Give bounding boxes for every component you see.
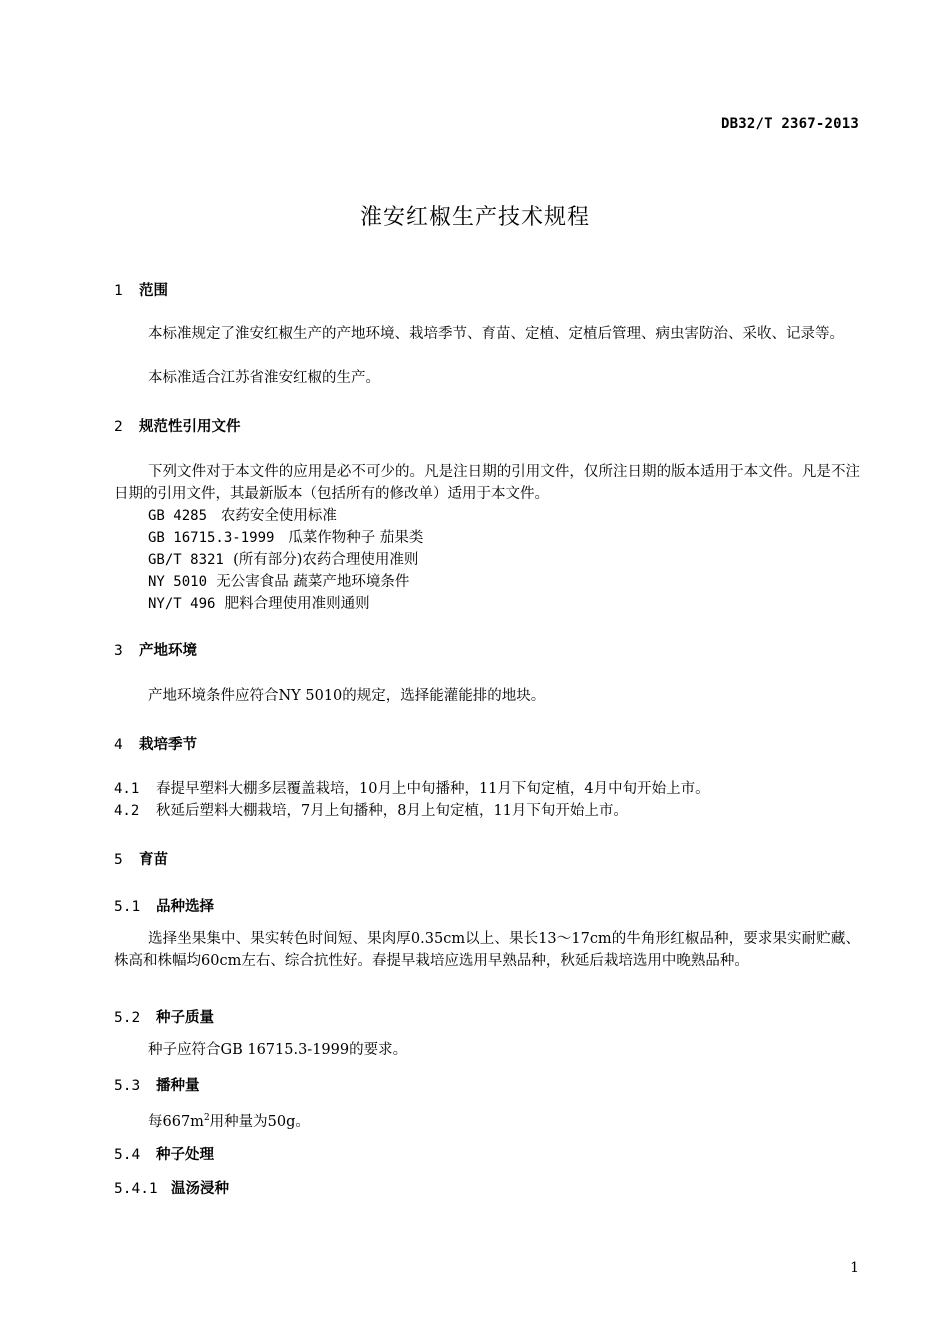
section-2-paragraph-1: 下列文件对于本文件的应用是必不可少的。凡是注日期的引用文件，仅所注日期的版本适用于本文件。凡是不注日期的引用文件，其最新版本（包括所有的修改单）适用于本文件。 <box>114 464 860 502</box>
reference-code: GB 4285 <box>148 508 208 524</box>
section-number: 2 <box>114 419 123 435</box>
reference-item <box>148 549 418 571</box>
seed-amount-text-a: 每667m <box>148 1113 204 1130</box>
section-title: 产地环境 <box>139 643 197 659</box>
reference-item <box>148 527 423 549</box>
subsection-5-1-paragraph: 选择坐果集中、果实转色时间短、果肉厚0.35cm以上、果长13～17cm的牛角形红椒品种，要求果实耐贮藏、株高和株幅均60cm左右、综合抗性好。春提早栽培应选用早熟品种，秋延后栽培选用中晚熟品种。 <box>114 931 860 969</box>
section-title: 规范性引用文件 <box>139 419 241 435</box>
subsection-5-4-1-heading <box>114 1177 229 1198</box>
reference-code: GB/T 8321 <box>148 552 224 568</box>
reference-name: (所有部分)农药合理使用准则 <box>233 552 419 568</box>
clause-4-2 <box>114 800 860 822</box>
section-2-heading <box>114 415 241 436</box>
clause-text: 春提早塑料大棚多层覆盖栽培，10月上中旬播种，11月下旬定植，4月中旬开始上市。 <box>156 781 710 797</box>
section-5-heading <box>114 848 168 869</box>
subsection-title: 品种选择 <box>156 899 214 915</box>
seed-amount-text-b: 用种量为50g。 <box>209 1113 310 1130</box>
section-3-heading <box>114 639 197 660</box>
subsection-number: 5.4 <box>114 1147 141 1163</box>
page-number: 1 <box>850 1260 859 1276</box>
section-3-paragraph-1: 产地环境条件应符合NY 5010的规定，选择能灌能排的地块。 <box>148 688 546 704</box>
reference-item <box>148 505 337 527</box>
subsection-title: 种子处理 <box>156 1147 214 1163</box>
clause-number: 4.2 <box>114 803 140 819</box>
reference-name: 肥料合理使用准则通则 <box>224 596 370 612</box>
clause-4-1 <box>114 778 860 800</box>
clause-number: 4.1 <box>114 781 140 797</box>
reference-item <box>148 571 409 593</box>
reference-code: NY/T 496 <box>148 596 216 612</box>
subsection-5-2-paragraph: 种子应符合GB 16715.3-1999的要求。 <box>148 1042 408 1058</box>
subsection-5-3-heading <box>114 1074 200 1095</box>
subsection-number: 5.2 <box>114 1010 141 1026</box>
reference-item <box>148 593 370 615</box>
subsection-number: 5.4.1 <box>114 1181 158 1197</box>
section-number: 1 <box>114 283 123 299</box>
subsection-5-4-heading <box>114 1143 214 1164</box>
reference-name: 瓜菜作物种子 茄果类 <box>288 530 424 546</box>
section-1-paragraph-1: 本标准规定了淮安红椒生产的产地环境、栽培季节、育苗、定植、定植后管理、病虫害防治、采收、记录等。 <box>148 326 844 342</box>
subsection-title: 播种量 <box>156 1078 200 1094</box>
reference-code: GB 16715.3-1999 <box>148 530 275 546</box>
subsection-title: 种子质量 <box>156 1010 214 1026</box>
reference-name: 无公害食品 蔬菜产地环境条件 <box>216 574 410 590</box>
section-title: 栽培季节 <box>139 737 197 753</box>
standard-code: DB32/T 2367-2013 <box>720 116 859 132</box>
section-title: 育苗 <box>139 852 168 868</box>
section-number: 3 <box>114 643 123 659</box>
section-number: 4 <box>114 737 123 753</box>
subsection-5-2-heading <box>114 1006 214 1027</box>
document-title: 淮安红椒生产技术规程 <box>359 205 590 230</box>
subsection-number: 5.1 <box>114 899 141 915</box>
reference-code: NY 5010 <box>148 574 208 590</box>
area-unit-superscript: 2 <box>203 1113 210 1123</box>
subsection-5-1-heading <box>114 895 214 916</box>
section-1-heading <box>114 279 168 300</box>
reference-name: 农药安全使用标准 <box>220 508 337 524</box>
section-1-paragraph-2: 本标准适合江苏省淮安红椒的生产。 <box>148 370 380 386</box>
section-number: 5 <box>114 852 123 868</box>
section-title: 范围 <box>139 283 168 299</box>
subsection-number: 5.3 <box>114 1078 141 1094</box>
section-4-heading <box>114 733 197 754</box>
clause-text: 秋延后塑料大棚栽培，7月上旬播种，8月上旬定植，11月下旬开始上市。 <box>156 803 628 819</box>
subsection-title: 温汤浸种 <box>171 1181 229 1197</box>
subsection-5-3-paragraph <box>114 1107 860 1133</box>
